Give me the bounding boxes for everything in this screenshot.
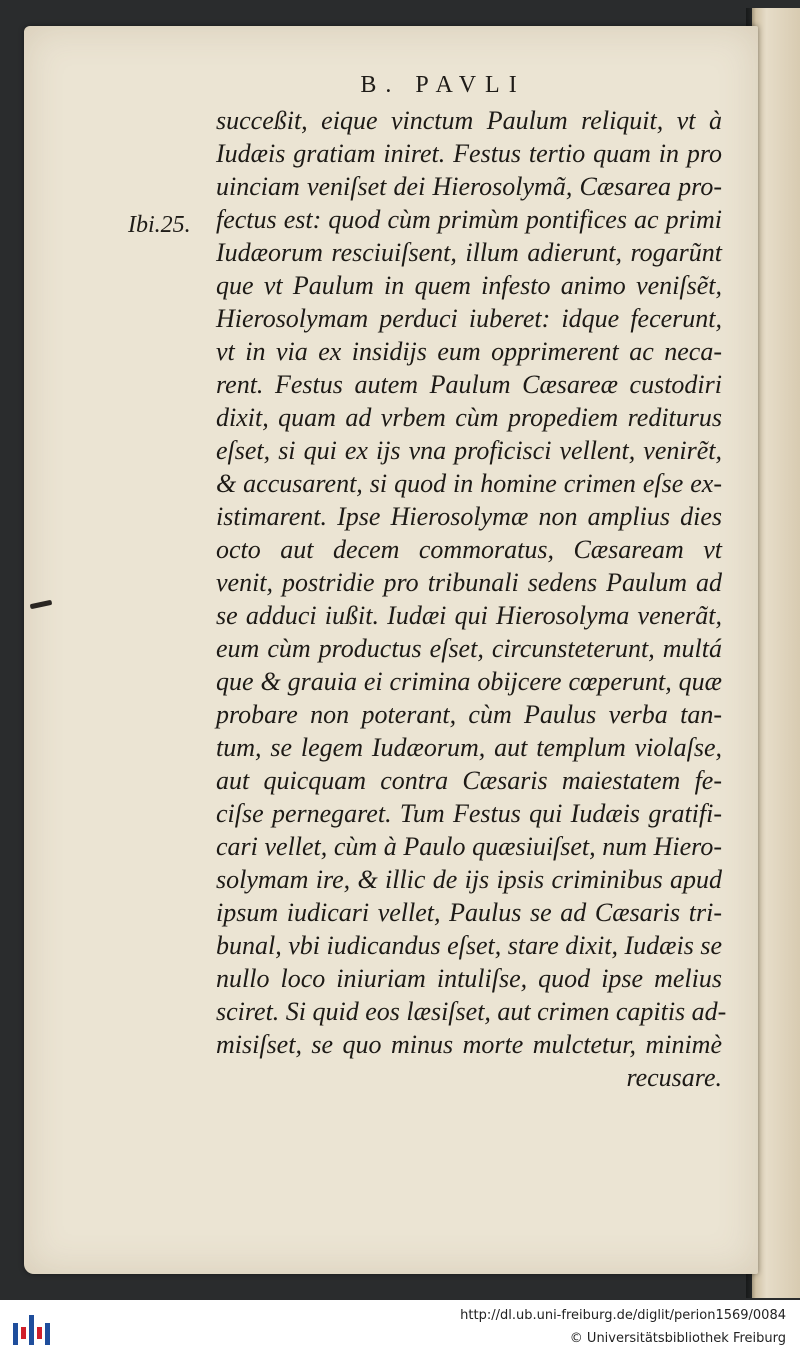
- text-line: [216, 863, 722, 896]
- text-line: [216, 533, 722, 566]
- footer-bar: [0, 1300, 800, 1358]
- text-line: [216, 236, 722, 269]
- text-line: [216, 467, 722, 500]
- text-line: [216, 995, 727, 1028]
- text-line: [216, 830, 722, 863]
- text-line-content: eſset, si qui ex ijs vna proficisci vellent, venirẽt,: [216, 436, 722, 465]
- text-line-content: ciſse pernegaret. Tum Festus qui Iudæis gratifi-: [216, 799, 722, 828]
- text-line: [216, 269, 722, 302]
- text-line: [216, 566, 722, 599]
- text-line-content: fectus est: quod cùm primùm pontifices ac primi: [216, 205, 722, 234]
- text-line: [216, 1028, 722, 1061]
- text-line-content: se adduci iußit. Iudæi qui Hierosolyma venerãt,: [216, 601, 722, 630]
- text-line-content: & accusarent, si quod in homine crimen eſse ex-: [216, 469, 722, 498]
- text-line: [216, 797, 722, 830]
- text-line: [216, 137, 722, 170]
- text-line: [216, 665, 722, 698]
- ub-freiburg-logo-icon: [10, 1309, 50, 1349]
- text-line: [216, 731, 722, 764]
- text-line-content: aut quicquam contra Cæsaris maiestatem fe-: [216, 766, 722, 795]
- text-line: [216, 401, 722, 434]
- text-line: [216, 1061, 722, 1094]
- text-line: [216, 500, 722, 533]
- text-line-content: venit, postridie pro tribunali sedens Paulum ad: [216, 568, 722, 597]
- text-line: [216, 896, 722, 929]
- text-line-content: dixit, quam ad vrbem cùm propediem rediturus: [216, 403, 722, 432]
- text-line-content: misiſset, se quo minus morte mulctetur, minimè: [216, 1030, 722, 1059]
- text-line-content: sciret. Si quid eos læsiſset, aut crimen capitis ad-: [216, 997, 727, 1026]
- text-line: [216, 335, 722, 368]
- text-line: [216, 929, 722, 962]
- text-line: [216, 368, 722, 401]
- text-line-content: bunal, vbi iudicandus eſset, stare dixit, Iudæis se: [216, 931, 722, 960]
- text-line: [216, 434, 722, 467]
- text-line-content: cari vellet, cùm à Paulo quæsiuiſset, num Hiero-: [216, 832, 722, 861]
- text-line-content: solymam ire, & illic de ijs ipsis criminibus apud: [216, 865, 722, 894]
- text-line-content: ipsum iudicari vellet, Paulus se ad Cæsaris tri-: [216, 898, 722, 927]
- text-line-content: uinciam veniſset dei Hierosolymã, Cæsarea pro-: [216, 172, 722, 201]
- text-line-content: probare non poterant, cùm Paulus verba tan-: [216, 700, 722, 729]
- next-page-edge: [752, 8, 800, 1298]
- text-line-content: succeßit, eique vinctum Paulum reliquit, vt à: [216, 106, 722, 135]
- text-line-content: Iudæis gratiam iniret. Festus tertio quam in pro: [216, 139, 722, 168]
- running-head: B. PAVLI: [360, 72, 526, 98]
- text-line-content: octo aut decem commoratus, Cæsaream vt: [216, 535, 722, 564]
- text-line: [216, 764, 722, 797]
- footer-copyright: © Universitätsbibliothek Freiburg: [569, 1331, 786, 1346]
- text-line: [216, 104, 722, 137]
- body-text: [216, 104, 727, 1094]
- text-line: [216, 632, 722, 665]
- text-line-content: que & grauia ei crimina obijcere cœperunt, quæ: [216, 667, 722, 696]
- margin-note: Ibi.25.: [128, 212, 191, 238]
- footer-url-link[interactable]: http://dl.ub.uni-freiburg.de/diglit/perion1569/0084: [460, 1308, 786, 1323]
- text-line-content: que vt Paulum in quem infesto animo veniſsẽt,: [216, 271, 722, 300]
- text-line: [216, 962, 722, 995]
- text-line-content: rent. Festus autem Paulum Cæsareæ custodiri: [216, 370, 722, 399]
- text-line: [216, 203, 722, 236]
- text-line: [216, 302, 722, 335]
- text-line-content: eum cùm productus eſset, circunsteterunt, multá: [216, 634, 722, 663]
- text-line-content: Iudæorum resciuiſsent, illum adierunt, rogarũnt: [216, 238, 722, 267]
- text-line-content: Hierosolymam perduci iuberet: idque fecerunt,: [216, 304, 722, 333]
- text-line-content: tum, se legem Iudæorum, aut templum violaſse,: [216, 733, 722, 762]
- text-line-content: nullo loco iniuriam intuliſse, quod ipse melius: [216, 964, 722, 993]
- text-line-content: vt in via ex insidijs eum opprimerent ac neca-: [216, 337, 722, 366]
- text-line-content: recusare.: [626, 1063, 722, 1092]
- text-line: [216, 599, 722, 632]
- text-line-content: istimarent. Ipse Hierosolymæ non amplius dies: [216, 502, 722, 531]
- text-line: [216, 170, 722, 203]
- text-line: [216, 698, 722, 731]
